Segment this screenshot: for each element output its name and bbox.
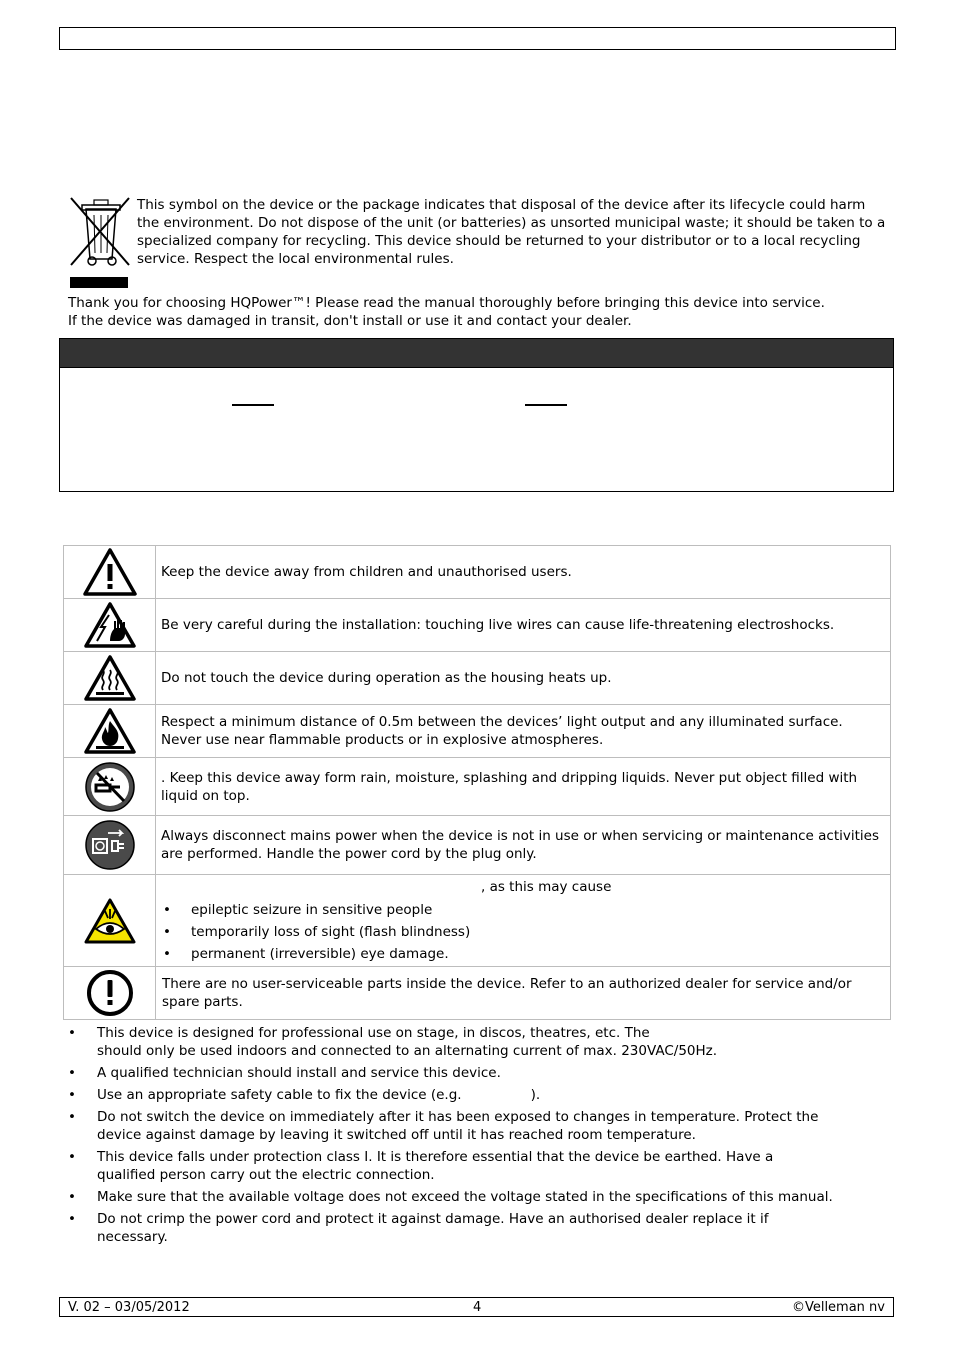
safety-instructions-table [63, 545, 891, 1020]
weee-disposal-text: This symbol on the device or the package indicates that disposal of the device after its lifecycle could harm the environment. Do not dispose of the unit (or batteries) as unsorted municipal waste; it should be taken to a specialized company for recycling. This device should be returned to your distributor or to a local recycling service. Respect the local environmental rules. [137, 197, 886, 267]
icon-cell [64, 967, 156, 1020]
icon-cell [64, 705, 156, 758]
unplug-icon [84, 819, 136, 871]
eye-hazard-icon [83, 897, 137, 945]
info-box [59, 368, 894, 492]
table-row [64, 967, 891, 1020]
list-item: • Do not switch the device on immediately after it has been exposed to changes in temperature. Protect the device against damage by leaving it switched off until it has reached room temperature. [68, 1108, 898, 1144]
warning-triangle-icon [82, 547, 138, 597]
safety-text: There are no user-serviceable parts inside the device. Refer to an authorized dealer for service and/or spare parts. [156, 967, 891, 1020]
table-row [64, 816, 891, 875]
list-item: • Do not crimp the power cord and protect it against damage. Have an authorised dealer replace it if necessary. [68, 1210, 898, 1246]
icon-cell [64, 758, 156, 816]
page-footer [59, 1297, 894, 1317]
list-item: • Make sure that the available voltage does not exceed the voltage stated in the specifications of this manual. [68, 1188, 898, 1206]
exclamation-circle-icon [84, 969, 136, 1017]
safety-text: . Keep this device away form rain, moisture, splashing and dripping liquids. Never put object filled with liquid on top. [156, 758, 891, 816]
intro-line-1: Thank you for choosing HQPower™! Please read the manual thoroughly before bringing this device into service. [68, 295, 825, 311]
table-row [64, 758, 891, 816]
footer-copyright: ©Velleman nv [791, 1300, 885, 1315]
icon-cell [64, 816, 156, 875]
icon-cell [64, 599, 156, 652]
safety-text: Be very careful during the installation: touching live wires can cause life-threatening electroshocks. [156, 599, 891, 652]
table-row [64, 875, 891, 967]
icon-cell [64, 652, 156, 705]
table-row [64, 705, 891, 758]
list-item: • Use an appropriate safety cable to fix the device (e.g. ). [68, 1086, 898, 1104]
safety-text-eye [156, 875, 891, 967]
crossed-out-wheelie-bin-icon [68, 195, 132, 289]
eye-hazard-lead: , as this may cause [481, 878, 612, 895]
table-row [64, 652, 891, 705]
underline-mark [525, 404, 567, 406]
underline-mark [232, 404, 274, 406]
safety-text: Always disconnect mains power when the device is not in use or when servicing or maintenance activities are performed. Handle the power cord by the plug only. [156, 816, 891, 875]
eye-hazard-list [162, 899, 885, 965]
no-liquids-icon [84, 761, 136, 813]
section-heading-bar [59, 338, 894, 368]
safety-text: Respect a minimum distance of 0.5m between the devices’ light output and any illuminated surface. Never use near flammable products or in explosive atmospheres. [156, 705, 891, 758]
list-item: • epileptic seizure in sensitive people [162, 899, 885, 921]
hot-surface-icon [83, 654, 137, 702]
list-item: • This device falls under protection class I. It is therefore essential that the device be earthed. Have a qualified person carry out the electric connection. [68, 1148, 898, 1184]
footer-version: V. 02 – 03/05/2012 [68, 1300, 190, 1315]
table-row [64, 599, 891, 652]
list-item: • This device is designed for professional use on stage, in discos, theatres, etc. The should only be used indoors and connected to an alternating current of max. 230VAC/50Hz. [68, 1024, 898, 1060]
list-item: • temporarily loss of sight (flash blindness) [162, 921, 885, 943]
electric-shock-hand-icon [83, 601, 137, 649]
safety-text: Keep the device away from children and unauthorised users. [156, 546, 891, 599]
footer-page-number: 4 [473, 1300, 482, 1315]
safety-text: Do not touch the device during operation as the housing heats up. [156, 652, 891, 705]
table-row [64, 546, 891, 599]
guidelines-list [68, 1024, 898, 1250]
list-item: • A qualified technician should install and service this device. [68, 1064, 898, 1082]
page-header-box [59, 27, 896, 50]
intro-paragraph [68, 294, 898, 330]
icon-cell [64, 875, 156, 967]
list-item: • permanent (irreversible) eye damage. [162, 943, 885, 965]
icon-cell [64, 546, 156, 599]
flammable-icon [83, 707, 137, 755]
intro-line-2: If the device was damaged in transit, don't install or use it and contact your dealer. [68, 313, 632, 329]
